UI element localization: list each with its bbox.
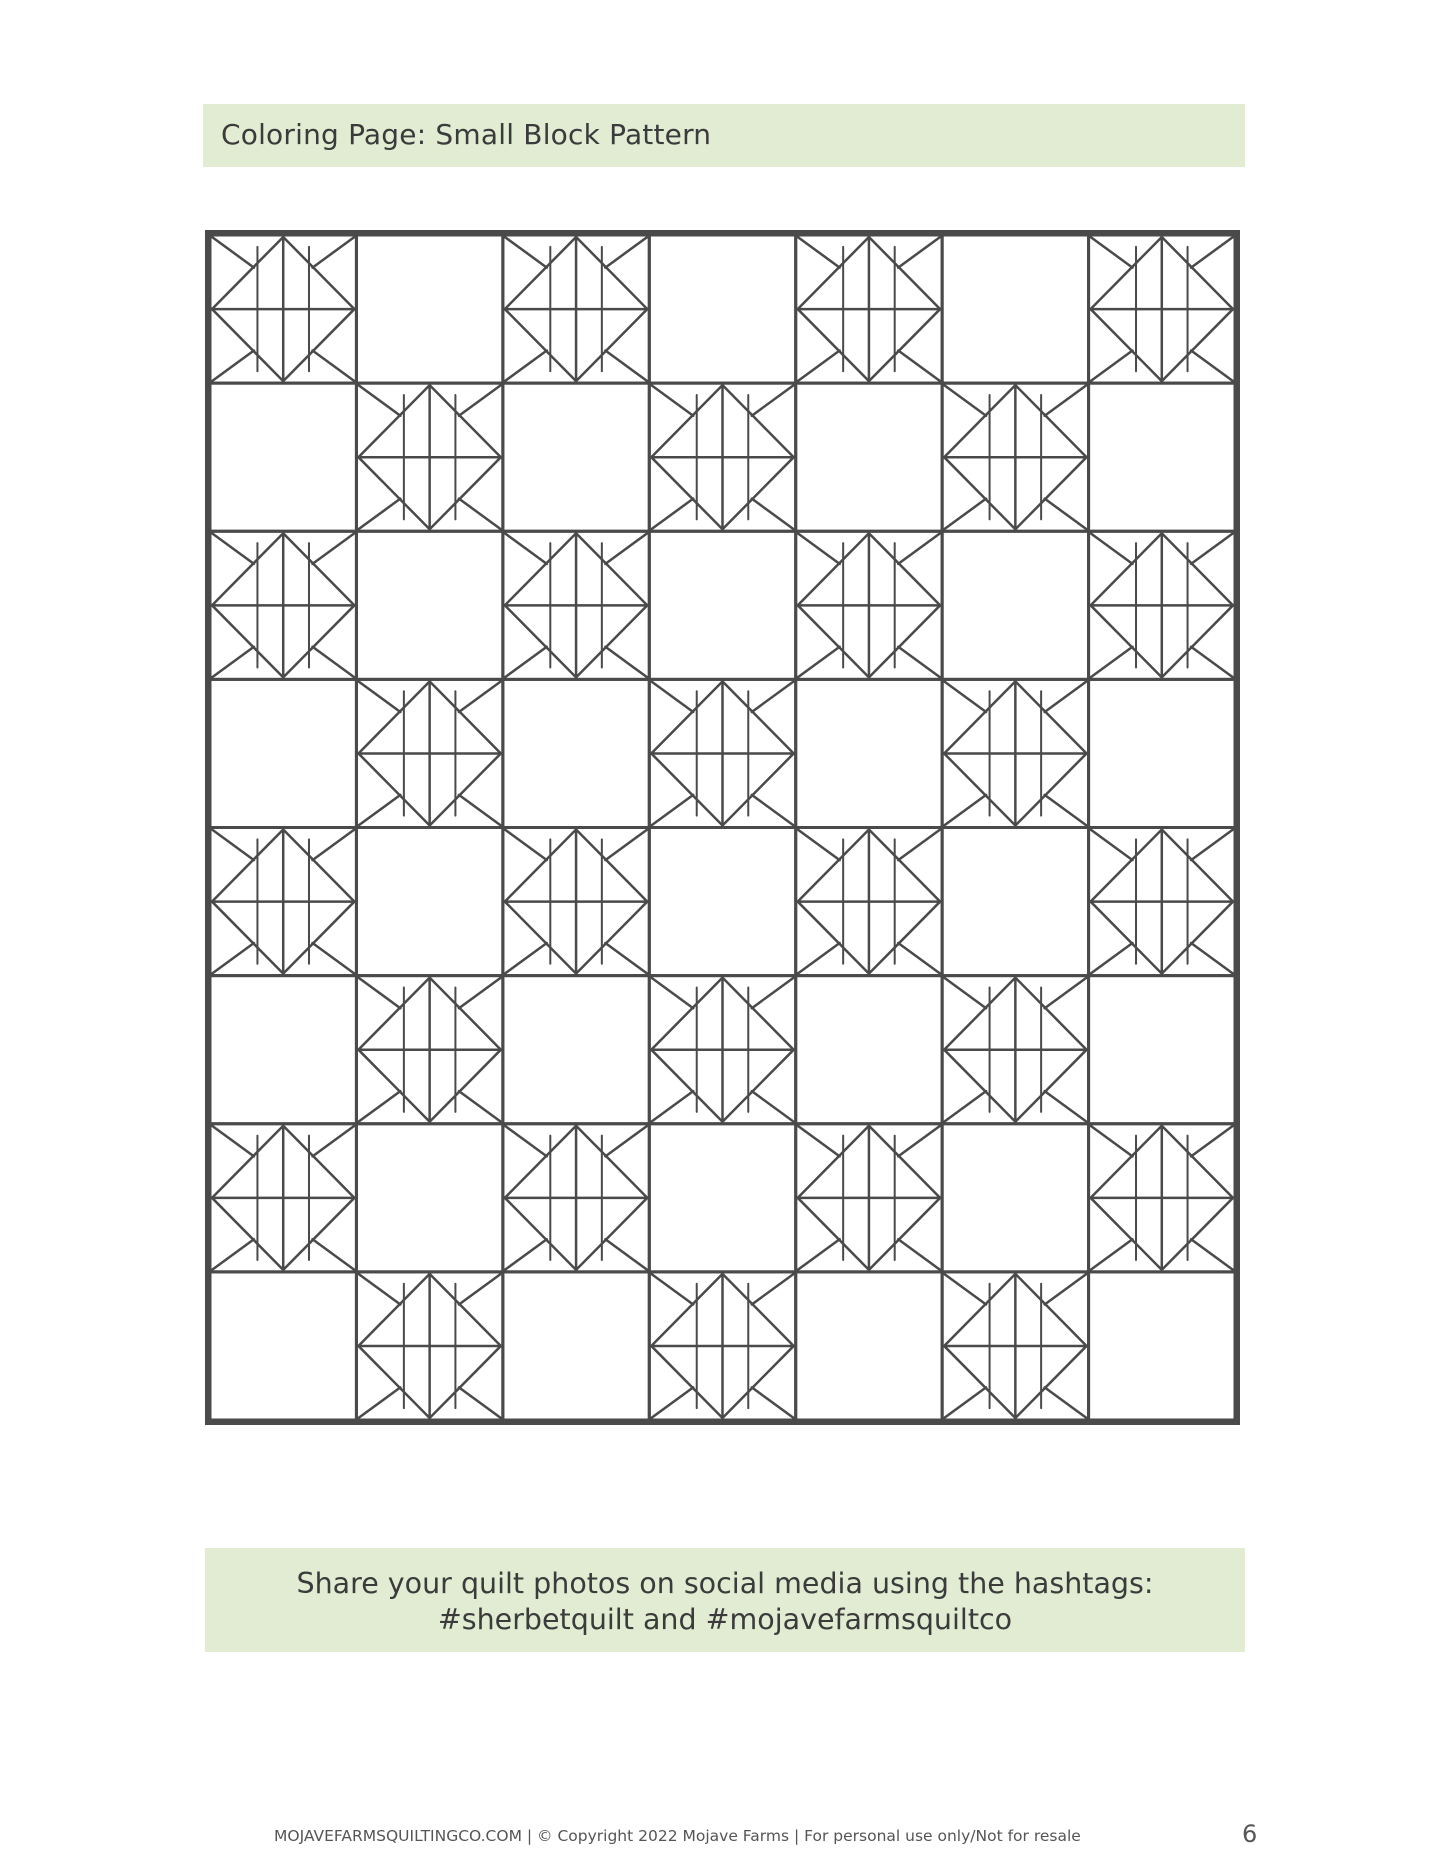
plain-block	[503, 1272, 649, 1420]
plain-block	[942, 828, 1088, 976]
plain-block	[210, 1272, 356, 1420]
corner-seam	[798, 1126, 840, 1157]
corner-seam	[1191, 647, 1233, 678]
corner-seam	[1191, 237, 1233, 268]
page-number: 6	[1242, 1820, 1258, 1848]
corner-seam	[313, 943, 355, 974]
corner-seam	[651, 499, 693, 530]
corner-seam	[898, 1239, 940, 1270]
plain-block	[796, 1272, 942, 1420]
corner-seam	[313, 1126, 355, 1157]
corner-seam	[1045, 1091, 1087, 1122]
corner-seam	[798, 533, 840, 564]
plain-block	[649, 531, 795, 679]
plain-block	[503, 679, 649, 827]
corner-seam	[358, 978, 400, 1009]
plain-block	[1089, 976, 1235, 1124]
corner-seam	[752, 978, 794, 1009]
corner-seam	[752, 1387, 794, 1418]
corner-seam	[752, 385, 794, 416]
corner-seam	[313, 237, 355, 268]
corner-seam	[605, 647, 647, 678]
plain-block	[210, 976, 356, 1124]
corner-seam	[459, 385, 501, 416]
corner-seam	[752, 1091, 794, 1122]
corner-seam	[459, 1387, 501, 1418]
corner-seam	[505, 1126, 547, 1157]
corner-seam	[605, 1239, 647, 1270]
corner-seam	[1045, 385, 1087, 416]
footer-text: MOJAVEFARMSQUILTINGCO.COM | © Copyright 2022 Mojave Farms | For personal use only/Not for resale	[274, 1827, 1081, 1845]
corner-seam	[505, 533, 547, 564]
corner-seam	[1191, 533, 1233, 564]
corner-seam	[212, 647, 254, 678]
corner-seam	[651, 795, 693, 826]
corner-seam	[1191, 830, 1233, 861]
corner-seam	[798, 647, 840, 678]
corner-seam	[1091, 1239, 1133, 1270]
corner-seam	[898, 943, 940, 974]
corner-seam	[358, 499, 400, 530]
plain-block	[356, 1124, 502, 1272]
corner-seam	[505, 351, 547, 382]
corner-seam	[944, 499, 986, 530]
corner-seam	[605, 830, 647, 861]
corner-seam	[605, 943, 647, 974]
corner-seam	[505, 237, 547, 268]
plain-block	[210, 383, 356, 531]
corner-seam	[605, 351, 647, 382]
plain-block	[796, 976, 942, 1124]
corner-seam	[752, 795, 794, 826]
title-banner	[203, 104, 1245, 167]
corner-seam	[798, 830, 840, 861]
plain-block	[942, 235, 1088, 383]
plain-block	[356, 828, 502, 976]
corner-seam	[313, 830, 355, 861]
plain-block	[503, 383, 649, 531]
plain-block	[210, 679, 356, 827]
corner-seam	[1091, 830, 1133, 861]
corner-seam	[358, 1091, 400, 1122]
corner-seam	[1191, 1239, 1233, 1270]
plain-block	[356, 235, 502, 383]
corner-seam	[944, 795, 986, 826]
corner-seam	[459, 681, 501, 712]
corner-seam	[212, 943, 254, 974]
corner-seam	[459, 1091, 501, 1122]
corner-seam	[898, 830, 940, 861]
plain-block	[1089, 383, 1235, 531]
share-text-line1: Share your quilt photos on social media using the hashtags:	[296, 1567, 1154, 1600]
corner-seam	[1091, 351, 1133, 382]
corner-seam	[605, 237, 647, 268]
corner-seam	[1045, 499, 1087, 530]
corner-seam	[313, 647, 355, 678]
corner-seam	[459, 499, 501, 530]
corner-seam	[212, 830, 254, 861]
plain-block	[1089, 679, 1235, 827]
corner-seam	[1191, 1126, 1233, 1157]
corner-seam	[459, 1274, 501, 1305]
corner-seam	[505, 1239, 547, 1270]
corner-seam	[651, 978, 693, 1009]
corner-seam	[505, 647, 547, 678]
plain-block	[942, 1124, 1088, 1272]
corner-seam	[651, 1091, 693, 1122]
corner-seam	[944, 385, 986, 416]
corner-seam	[358, 1387, 400, 1418]
plain-block	[796, 383, 942, 531]
corner-seam	[651, 1387, 693, 1418]
corner-seam	[1045, 681, 1087, 712]
corner-seam	[651, 1274, 693, 1305]
corner-seam	[212, 351, 254, 382]
corner-seam	[358, 385, 400, 416]
corner-seam	[898, 647, 940, 678]
corner-seam	[798, 1239, 840, 1270]
plain-block	[796, 679, 942, 827]
corner-seam	[313, 533, 355, 564]
corner-seam	[1045, 1274, 1087, 1305]
corner-seam	[1091, 1126, 1133, 1157]
corner-seam	[605, 533, 647, 564]
plain-block	[649, 828, 795, 976]
corner-seam	[358, 795, 400, 826]
plain-block	[649, 235, 795, 383]
plain-block	[1089, 1272, 1235, 1420]
page-title: Coloring Page: Small Block Pattern	[221, 118, 712, 151]
corner-seam	[605, 1126, 647, 1157]
plain-block	[649, 1124, 795, 1272]
corner-seam	[898, 1126, 940, 1157]
corner-seam	[1091, 533, 1133, 564]
corner-seam	[898, 237, 940, 268]
corner-seam	[798, 237, 840, 268]
corner-seam	[944, 1274, 986, 1305]
corner-seam	[752, 499, 794, 530]
corner-seam	[798, 351, 840, 382]
corner-seam	[212, 1239, 254, 1270]
plain-block	[942, 531, 1088, 679]
corner-seam	[1091, 943, 1133, 974]
corner-seam	[505, 830, 547, 861]
corner-seam	[212, 1126, 254, 1157]
share-banner	[205, 1548, 1245, 1652]
corner-seam	[358, 1274, 400, 1305]
corner-seam	[1091, 647, 1133, 678]
corner-seam	[651, 681, 693, 712]
corner-seam	[752, 681, 794, 712]
corner-seam	[1045, 795, 1087, 826]
quilt-diagram	[205, 230, 1240, 1425]
corner-seam	[752, 1274, 794, 1305]
corner-seam	[651, 385, 693, 416]
corner-seam	[1191, 351, 1233, 382]
corner-seam	[944, 1091, 986, 1122]
corner-seam	[1091, 237, 1133, 268]
plain-block	[503, 976, 649, 1124]
corner-seam	[1045, 1387, 1087, 1418]
corner-seam	[313, 1239, 355, 1270]
corner-seam	[944, 978, 986, 1009]
corner-seam	[798, 943, 840, 974]
corner-seam	[313, 351, 355, 382]
corner-seam	[1045, 978, 1087, 1009]
corner-seam	[459, 795, 501, 826]
corner-seam	[358, 681, 400, 712]
corner-seam	[212, 533, 254, 564]
corner-seam	[505, 943, 547, 974]
corner-seam	[459, 978, 501, 1009]
corner-seam	[944, 1387, 986, 1418]
corner-seam	[212, 237, 254, 268]
corner-seam	[898, 533, 940, 564]
corner-seam	[944, 681, 986, 712]
corner-seam	[1191, 943, 1233, 974]
share-text-hashtags: #sherbetquilt and #mojavefarmsquiltco	[437, 1603, 1013, 1636]
plain-block	[356, 531, 502, 679]
corner-seam	[898, 351, 940, 382]
